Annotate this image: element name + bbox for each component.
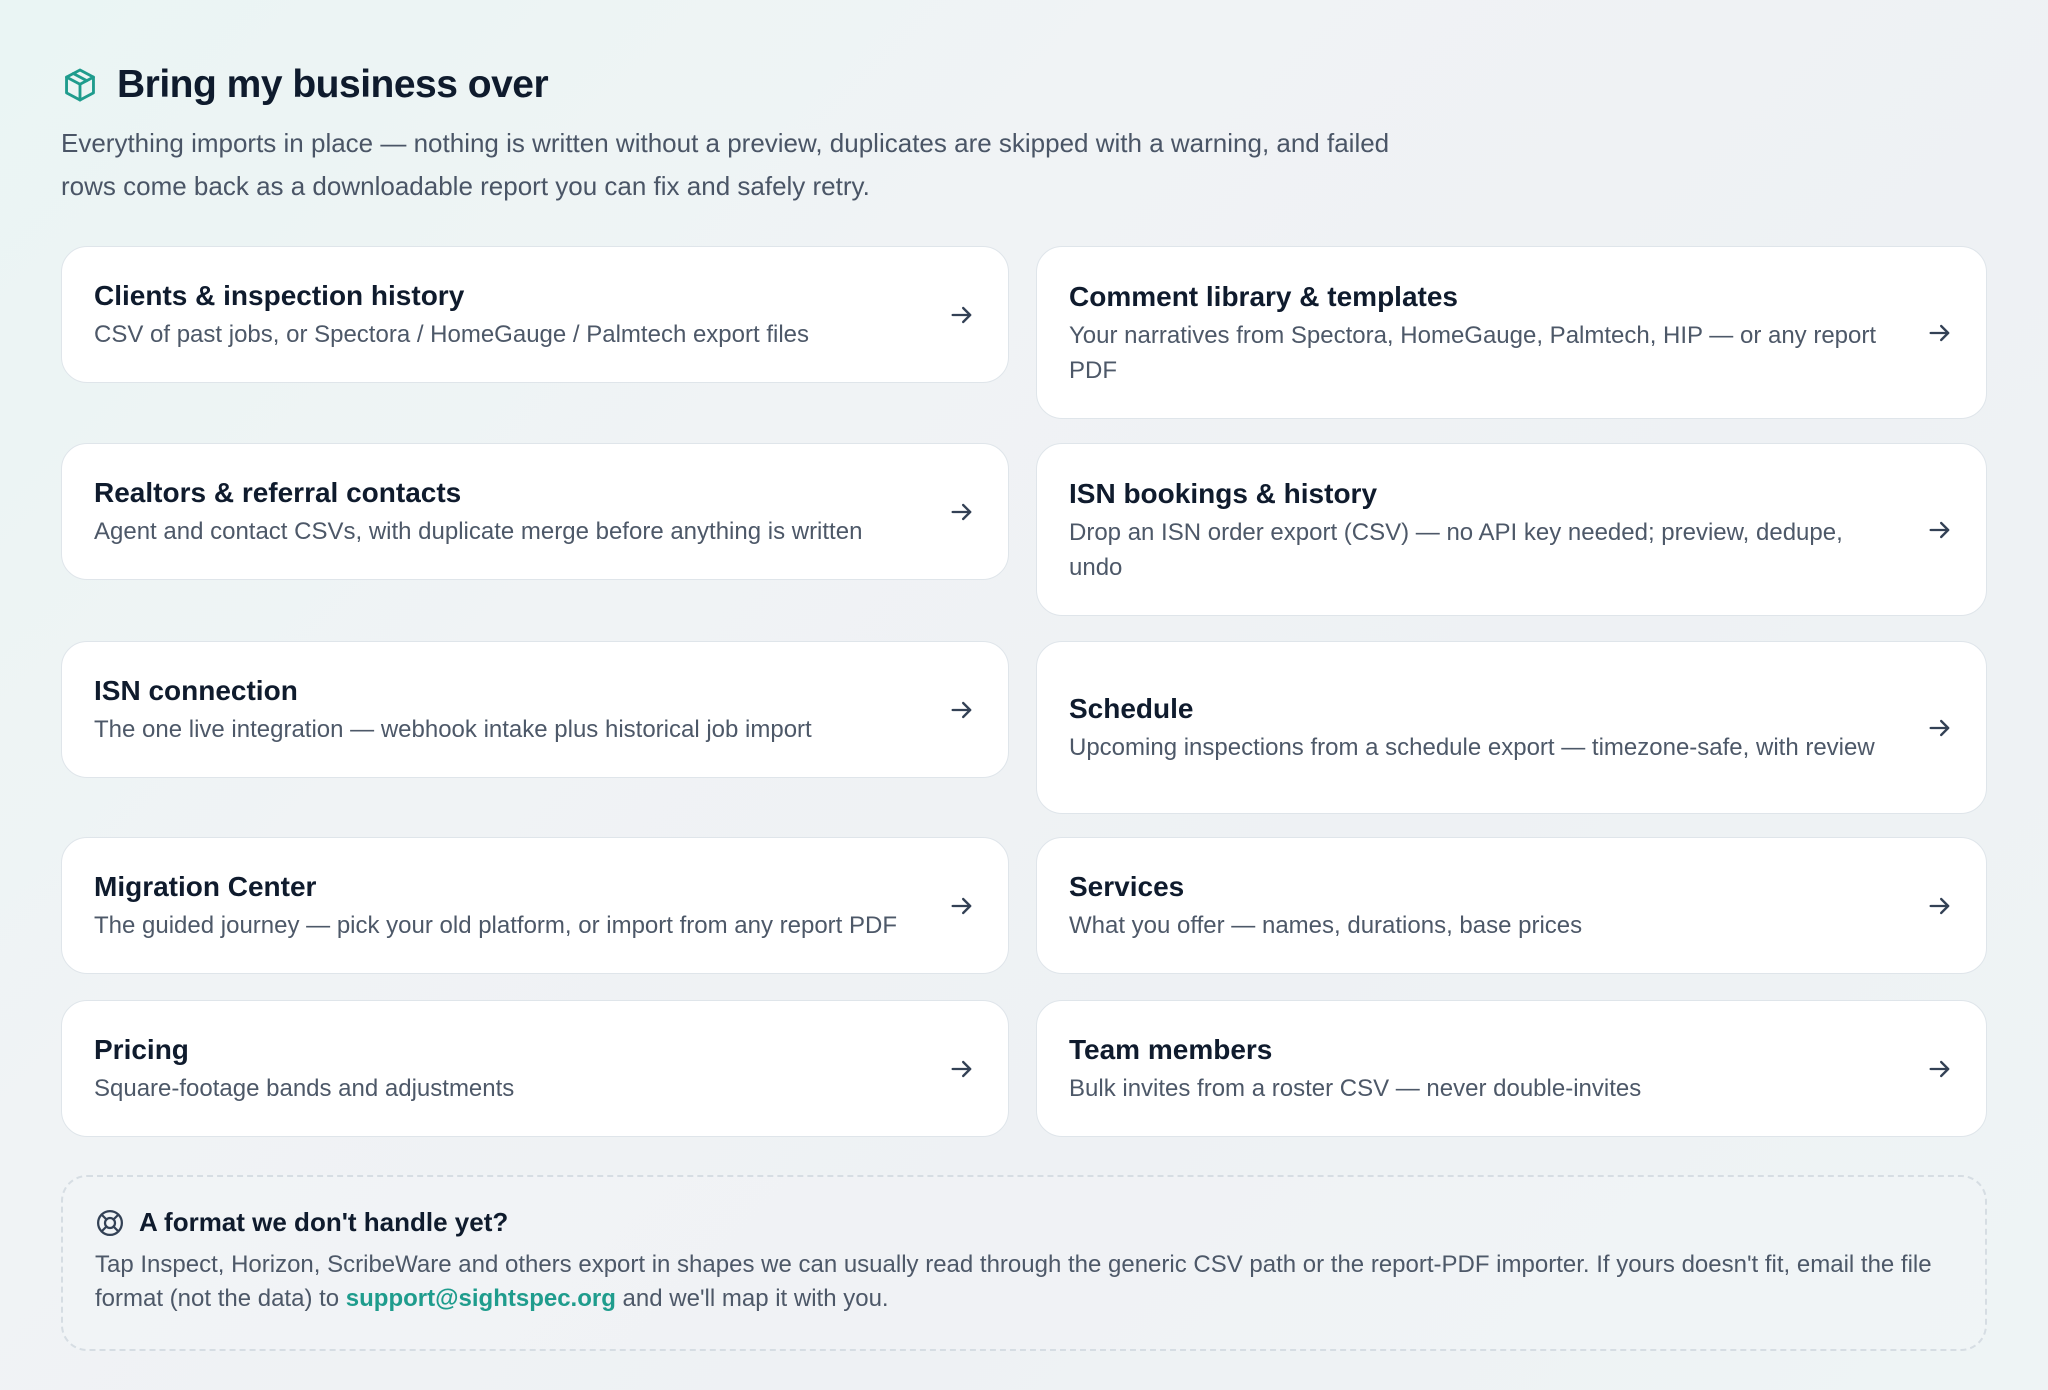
arrow-right-icon xyxy=(1926,1055,1954,1083)
card-title: Clients & inspection history xyxy=(94,280,465,311)
card-description: The guided journey — pick your old platform, or import from any report PDF xyxy=(94,912,897,939)
arrow-right-icon xyxy=(948,301,976,329)
card-description: Square-footage bands and adjustments xyxy=(94,1075,515,1102)
card-isn-bookings[interactable] xyxy=(1036,443,1987,616)
arrow-right-icon xyxy=(1926,714,1954,742)
unsupported-format-notice xyxy=(61,1175,1987,1351)
notice-title: A format we don't handle yet? xyxy=(139,1207,509,1237)
card-services[interactable] xyxy=(1036,837,1987,974)
notice-text-after: and we'll map it with you. xyxy=(615,1285,889,1312)
import-page xyxy=(61,62,1987,1312)
card-description: Upcoming inspections from a schedule export — timezone-safe, with review xyxy=(1069,734,1875,761)
card-title: Schedule xyxy=(1069,693,1194,724)
card-schedule[interactable] xyxy=(1036,641,1987,814)
card-title: Team members xyxy=(1069,1034,1273,1065)
card-title: ISN connection xyxy=(94,675,298,706)
card-description: CSV of past jobs, or Spectora / HomeGauge / Palmtech export files xyxy=(94,321,810,348)
card-description: Drop an ISN order export (CSV) — no API key needed; preview, dedupe, undo xyxy=(1069,518,1843,581)
card-pricing[interactable] xyxy=(61,1000,1009,1137)
card-comment-library[interactable] xyxy=(1036,246,1987,419)
arrow-right-icon xyxy=(1926,319,1954,347)
card-isn-connection[interactable] xyxy=(61,641,1009,778)
page-subtitle: Everything imports in place — nothing is written without a preview, duplicates are skipped with a warning, and failed rows come back as a downloadable report you can fix and safely retry. xyxy=(61,128,1390,201)
card-team-members[interactable] xyxy=(1036,1000,1987,1137)
arrow-right-icon xyxy=(948,498,976,526)
page-title: Bring my business over xyxy=(117,63,549,106)
notice-text-before: Tap Inspect, Horizon, ScribeWare and others export in shapes we can usually read through the generic CSV path or the report-PDF importer. If yours doesn't fit, email the file format (not the data) to xyxy=(95,1251,1932,1312)
arrow-right-icon xyxy=(948,892,976,920)
card-clients-history[interactable] xyxy=(61,246,1009,383)
card-description: Bulk invites from a roster CSV — never double-invites xyxy=(1069,1075,1642,1102)
card-title: Comment library & templates xyxy=(1069,280,1458,312)
card-title: Services xyxy=(1069,871,1185,902)
card-migration-center[interactable] xyxy=(61,837,1009,974)
card-description: Agent and contact CSVs, with duplicate merge before anything is written xyxy=(94,518,863,545)
arrow-right-icon xyxy=(948,1055,976,1083)
card-description: What you offer — names, durations, base prices xyxy=(1069,912,1583,939)
card-title: Realtors & referral contacts xyxy=(94,477,462,508)
card-description: The one live integration — webhook intake plus historical job import xyxy=(94,716,812,743)
arrow-right-icon xyxy=(1926,516,1954,544)
arrow-right-icon xyxy=(948,696,976,724)
import-options-grid xyxy=(61,246,1987,1196)
arrow-right-icon xyxy=(1926,892,1954,920)
package-icon xyxy=(61,66,99,104)
card-title: Pricing xyxy=(94,1034,189,1065)
card-title: ISN bookings & history xyxy=(1069,477,1378,509)
card-description: Your narratives from Spectora, HomeGauge, Palmtech, HIP — or any report PDF xyxy=(1069,321,1877,384)
notice-text xyxy=(95,1248,1953,1316)
lifebuoy-icon xyxy=(95,1208,125,1238)
card-title: Migration Center xyxy=(94,871,317,902)
page-header xyxy=(61,62,1987,108)
card-realtors-contacts[interactable] xyxy=(61,443,1009,580)
notice-header xyxy=(95,1207,1953,1238)
support-email-link[interactable]: support@sightspec.org xyxy=(345,1285,616,1312)
